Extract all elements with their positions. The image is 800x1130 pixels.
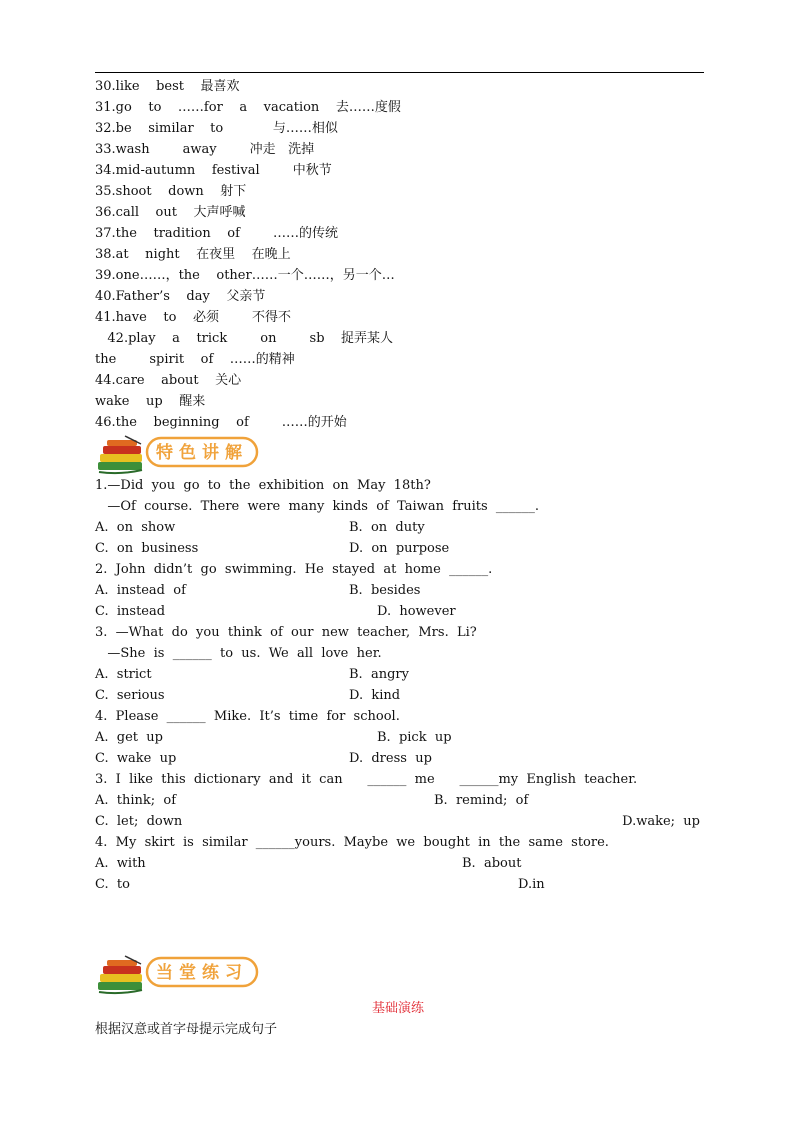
vocab-item: wake up 醒来 [95,394,206,409]
vocab-item: 44.care about 关心 [95,373,242,388]
option-c: C. to [95,877,130,892]
option-b: B. angry [349,667,409,682]
question-stem: 1.—Did you go to the exhibition on May 18th? [95,478,431,493]
option-d: D. however [377,604,456,619]
banner-title: 特色讲解 [156,443,248,463]
instruction-text: 根据汉意或首字母提示完成句子 [95,1022,278,1037]
vocab-item: 37.the tradition of ……的传统 [95,226,338,241]
option-d: D. kind [349,688,401,703]
vocab-item: 46.the beginning of ……的开始 [95,415,347,430]
banner-title: 当堂练习 [156,963,248,983]
question-stem: 3. I like this dictionary and it can ______ me ______my English teacher. [95,772,638,787]
vocab-item: 39.one……，the other……一个……，另一个… [95,268,395,283]
question-stem: —Of course. There were many kinds of Taiwan fruits ______. [95,499,540,514]
header-rule [95,72,704,73]
option-c: C. serious [95,688,165,703]
question-stem: —She is ______ to us. We all love her. [95,646,382,661]
vocab-item: 38.at night 在夜里 在晚上 [95,247,291,262]
option-b: B. on duty [349,520,425,535]
question-stem: 3. —What do you think of our new teacher, Mrs. Li? [95,625,477,640]
option-d: D.wake; up [622,814,700,829]
vocab-item: 32.be similar to 与……相似 [95,121,338,136]
option-d: D. on purpose [349,541,450,556]
option-c: C. wake up [95,751,177,766]
option-d: D.in [518,877,545,892]
vocab-item: 35.shoot down 射下 [95,184,247,199]
option-b: B. remind; of [434,793,529,808]
vocab-item: 41.have to 必须 不得不 [95,310,292,325]
option-a: A. think; of [95,793,177,808]
section-label: 基础演练 [372,1001,425,1016]
option-c: C. instead [95,604,166,619]
question-stem: 4. My skirt is similar ______yours. Maybe we bought in the same store. [95,835,609,850]
vocab-item: 30.like best 最喜欢 [95,79,240,94]
question-stem: 4. Please ______ Mike. It’s time for school. [95,709,400,724]
option-b: B. pick up [377,730,452,745]
option-d: D. dress up [349,751,432,766]
option-b: B. besides [349,583,421,598]
vocab-item: 40.Father’s day 父亲节 [95,289,266,304]
option-a: A. strict [95,667,152,682]
vocab-item: 34.mid-autumn festival 中秋节 [95,163,332,178]
section-banner-explanation [95,432,260,476]
vocab-item: 31.go to ……for a vacation 去……度假 [95,100,401,115]
vocab-item: 42.play a trick on sb 捉弄某人 [95,331,394,346]
option-c: C. let; down [95,814,183,829]
option-c: C. on business [95,541,199,556]
vocab-item: 36.call out 大声呼喊 [95,205,246,220]
option-a: A. with [95,856,146,871]
option-b: B. about [462,856,522,871]
option-a: A. on show [95,520,176,535]
option-a: A. get up [95,730,163,745]
question-stem: 2. John didn’t go swimming. He stayed at home ______. [95,562,493,577]
vocab-item: 33.wash away 冲走 洗掉 [95,142,315,157]
vocab-item: the spirit of ……的精神 [95,352,295,367]
section-banner-practice [95,952,260,996]
option-a: A. instead of [95,583,186,598]
